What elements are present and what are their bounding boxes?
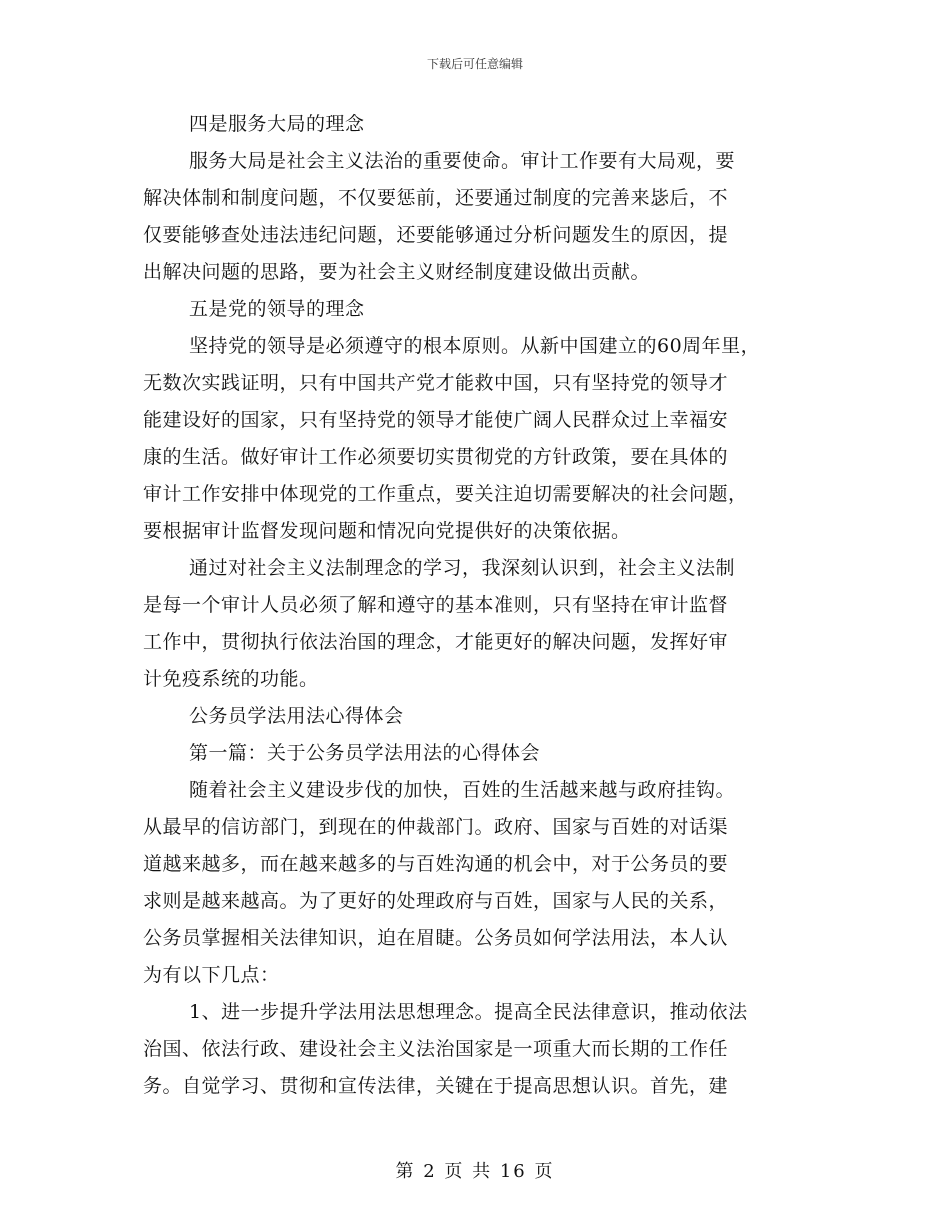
body-line: 工作中，贯彻执行依法治国的理念，才能更好的解决问题，发挥好审 <box>143 631 729 653</box>
body-line: 公务员学法用法心得体会 <box>189 705 404 727</box>
body-line: 解决体制和制度问题，不仅要惩前，还要通过制度的完善来毖后，不 <box>143 187 729 209</box>
body-line: 第一篇：关于公务员学法用法的心得体会 <box>189 742 541 764</box>
body-line: 为有以下几点： <box>143 964 280 986</box>
body-line: 从最早的信访部门，到现在的仲裁部门。政府、国家与百姓的对话渠 <box>143 816 729 838</box>
body-line: 是每一个审计人员必须了解和遵守的基本准则，只有坚持在审计监督 <box>143 594 729 616</box>
body-line: 求则是越来越高。为了更好的处理政府与百姓，国家与人民的关系， <box>143 890 729 912</box>
body-line: 四是服务大局的理念 <box>189 113 365 135</box>
body-line: 无数次实践证明，只有中国共产党才能救中国，只有坚持党的领导才 <box>143 372 729 394</box>
body-line: 五是党的领导的理念 <box>189 298 365 320</box>
page-header: 下载后可任意编辑 <box>426 57 523 71</box>
body-line: 通过对社会主义法制理念的学习，我深刻认识到，社会主义法制 <box>189 557 736 579</box>
body-line: 坚持党的领导是必须遵守的根本原则。从新中国建立的60周年里， <box>189 335 761 357</box>
body-line: 计免疫系统的功能。 <box>143 668 319 690</box>
body-line: 务。自觉学习、贯彻和宣传法律，关键在于提高思想认识。首先，建 <box>143 1075 729 1097</box>
body-line: 出解决问题的思路，要为社会主义财经制度建设做出贡献。 <box>143 261 651 283</box>
body-line: 审计工作安排中体现党的工作重点，要关注迫切需要解决的社会问题， <box>143 483 748 505</box>
body-line: 康的生活。做好审计工作必须要切实贯彻党的方针政策，要在具体的 <box>143 446 729 468</box>
body-line: 要根据审计监督发现问题和情况向党提供好的决策依据。 <box>143 520 631 542</box>
body-line: 1、进一步提升学法用法思想理念。提高全民法律意识，推动依法 <box>189 1001 748 1023</box>
body-line: 治国、依法行政、建设社会主义法治国家是一项重大而长期的工作任 <box>143 1038 729 1060</box>
body-line: 道越来越多，而在越来越多的与百姓沟通的机会中，对于公务员的要 <box>143 853 729 875</box>
page-number-footer: 第 2 页 共 16 页 <box>395 1161 555 1182</box>
body-line: 能建设好的国家，只有坚持党的领导才能使广阔人民群众过上幸福安 <box>143 409 729 431</box>
body-line: 随着社会主义建设步伐的加快，百姓的生活越来越与政府挂钩。 <box>189 779 736 801</box>
body-line: 服务大局是社会主义法治的重要使命。审计工作要有大局观，要 <box>189 150 736 172</box>
body-line: 公务员掌握相关法律知识，迫在眉睫。公务员如何学法用法，本人认 <box>143 927 729 949</box>
body-line: 仅要能够查处违法违纪问题，还要能够通过分析问题发生的原因，提 <box>143 224 729 246</box>
